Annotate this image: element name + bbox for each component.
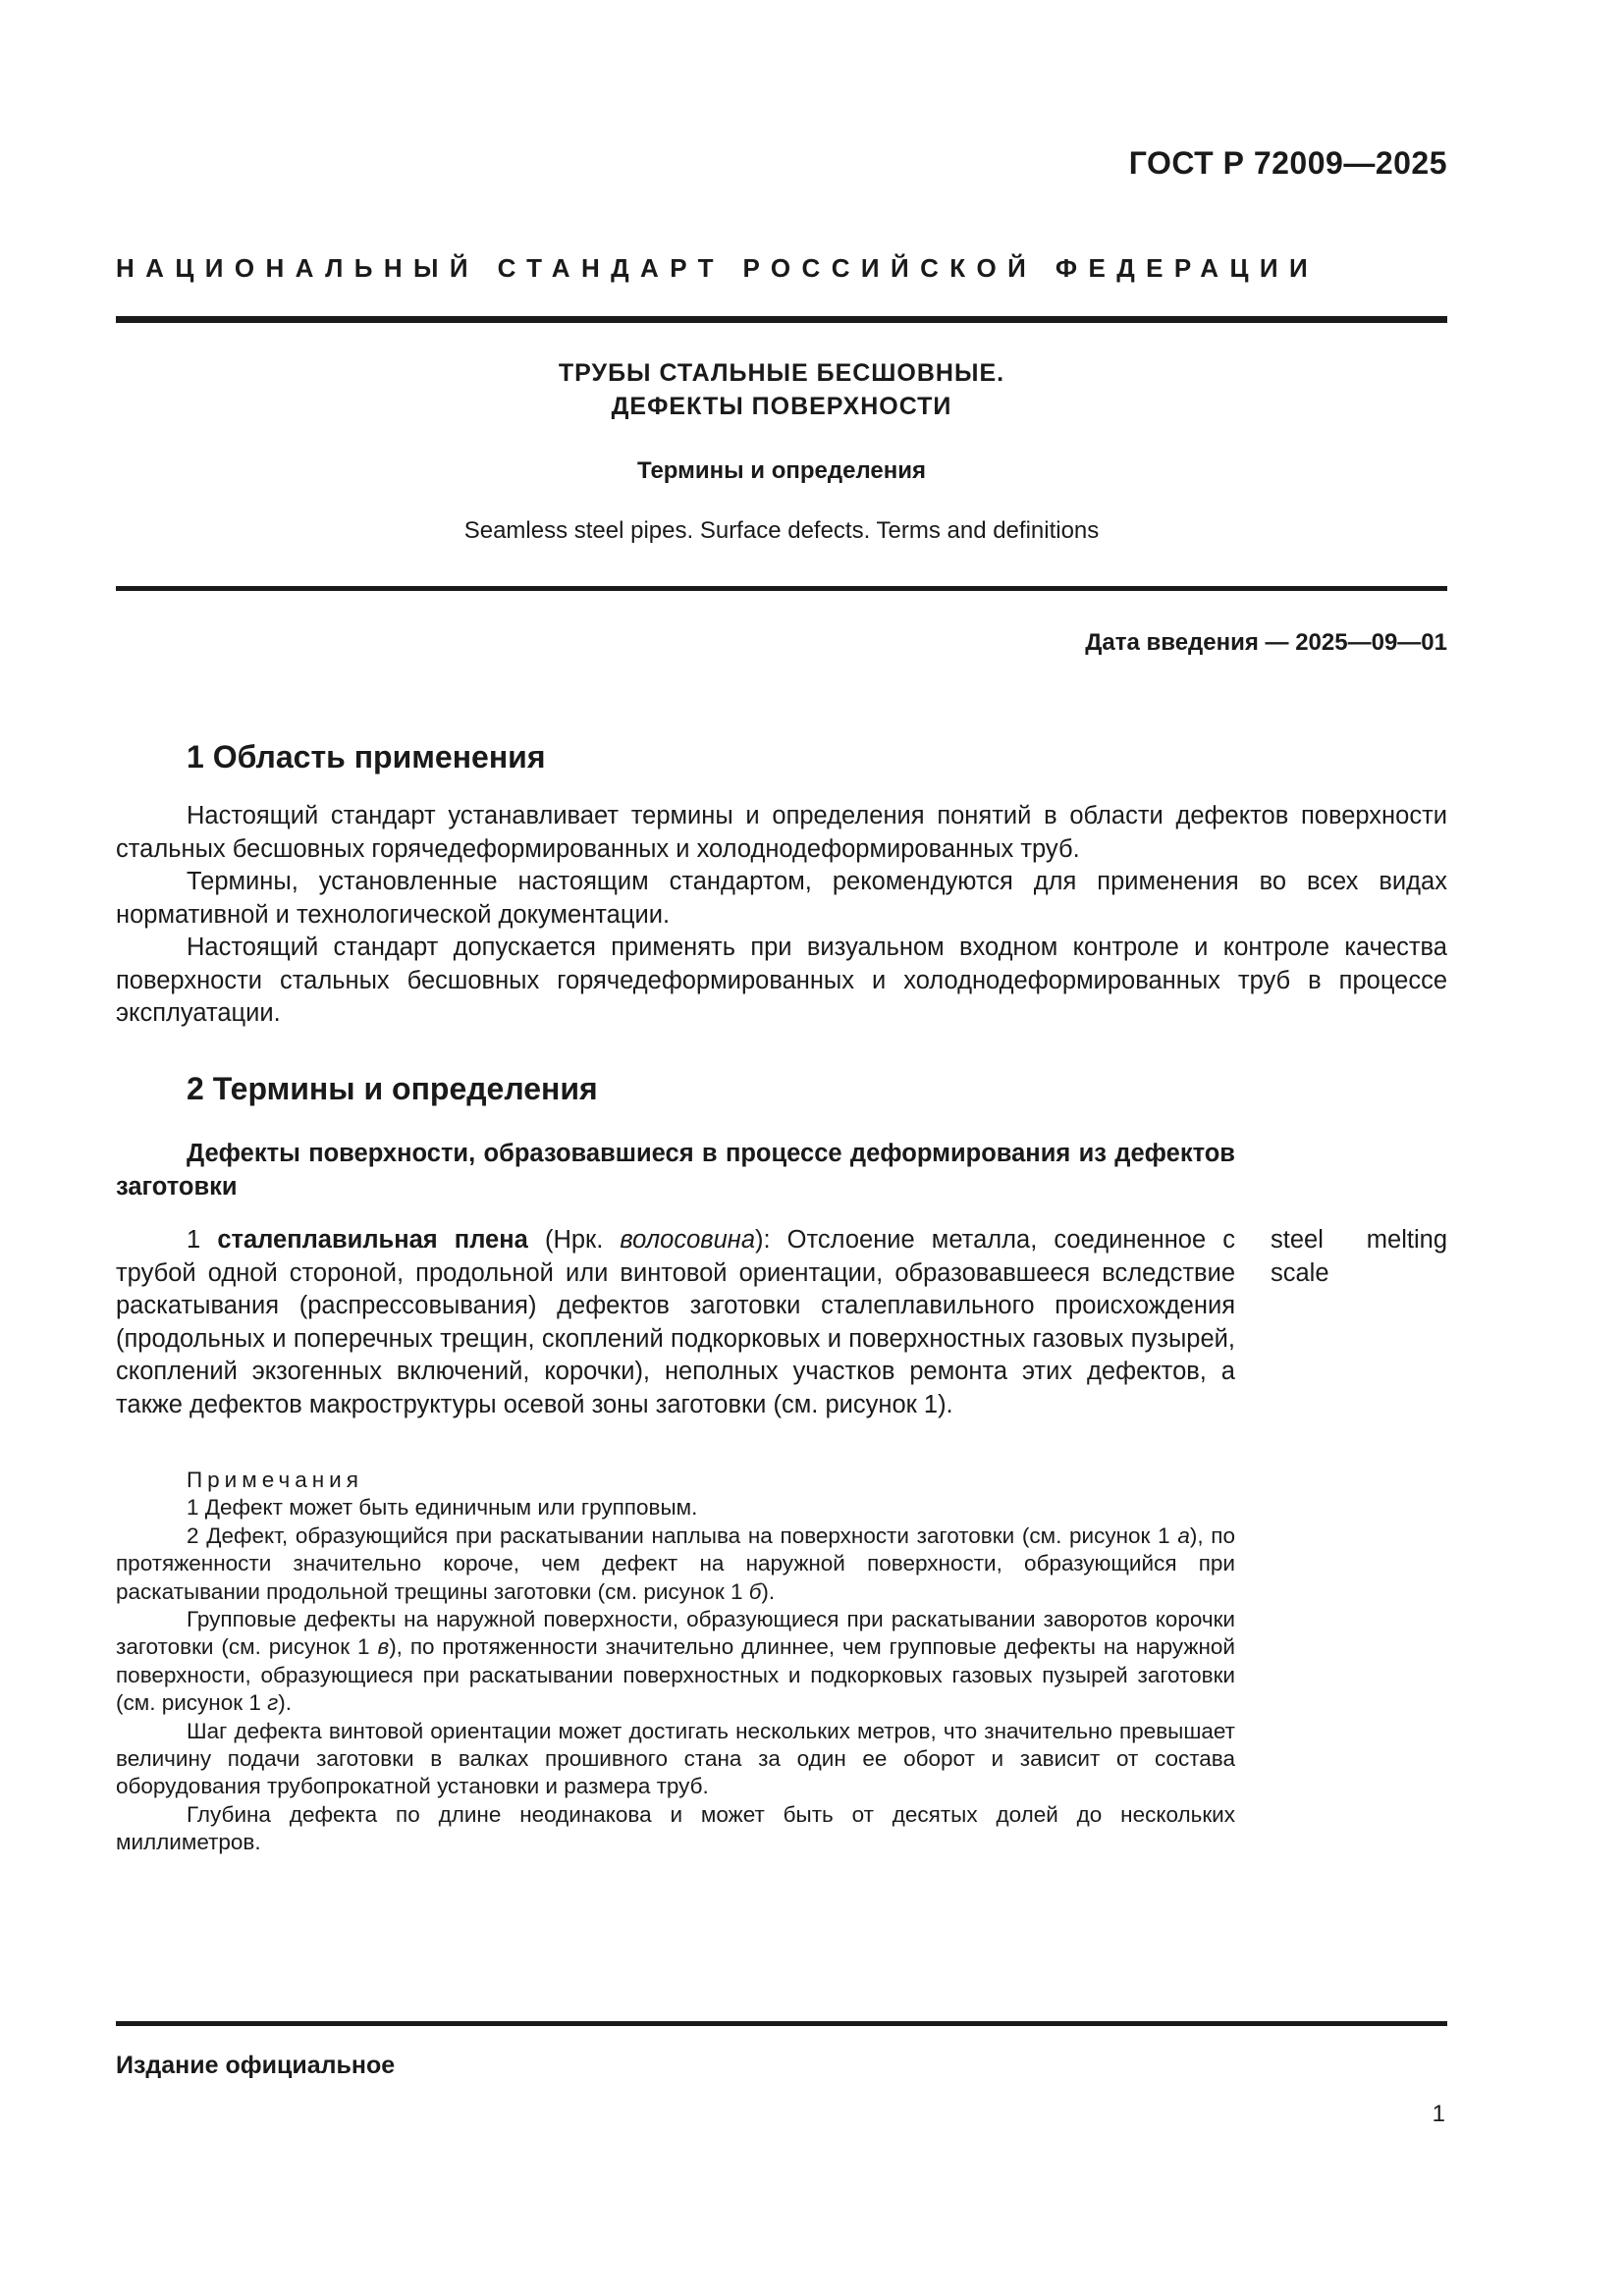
term-number: 1	[187, 1226, 201, 1254]
note-1: 1 Дефект может быть единичным или групповым.	[187, 1495, 698, 1521]
note-3: Групповые дефекты на наружной поверхности, образующиеся при раскатывании заворотов корочки заготовки (см. рисунок 1 в), по протяженности значительно длиннее, чем групповые дефекты на наружной поверхности, образующиеся при раскатывании поверхностных и подкорковых газовых пузырей заготовки (см. рисунок 1 г).	[116, 1607, 1235, 1716]
english-title: Seamless steel pipes. Surface defects. Terms and definitions	[463, 517, 1100, 544]
section-2-heading: 2 Термины и определения	[187, 1071, 598, 1106]
top-divider	[116, 316, 1447, 323]
title-line-1: ТРУБЫ СТАЛЬНЫЕ БЕСШОВНЫЕ.	[558, 359, 1005, 387]
subtitle: Термины и определения	[636, 457, 927, 484]
group-heading: Дефекты поверхности, образовавшиеся в процессе деформирования из дефектов заготовки	[116, 1140, 1235, 1201]
title-line-2: ДЕФЕКТЫ ПОВЕРХНОСТИ	[611, 393, 952, 420]
gost-number: ГОСТ Р 72009—2025	[1128, 145, 1447, 181]
section-1-paragraph: Настоящий стандарт устанавливает термины и определения понятий в области дефектов поверхности стальных бесшовных горячедеформированных и холоднодеформированных труб.	[116, 802, 1447, 863]
section-1-paragraph: Термины, установленные настоящим стандартом, рекомендуются для применения во всех видах нормативной и технологической документации.	[116, 868, 1447, 929]
national-standard-banner: НАЦИОНАЛЬНЫЙ СТАНДАРТ РОССИЙСКОЙ ФЕДЕРАЦИИ	[116, 253, 1320, 283]
note-4: Шаг дефекта винтовой ориентации может достигать нескольких метров, что значительно превышает величину подачи заготовки в валках прошивного стана за один ее оборот и зависит от состава оборудования трубопрокатной установки и размера труб.	[116, 1718, 1235, 1799]
term-entry	[116, 1224, 1235, 1421]
official-edition: Издание официальное	[116, 2052, 396, 2079]
term-name: сталеплавильная плена	[217, 1226, 528, 1254]
term-synonym-prefix: (Нрк.	[544, 1226, 604, 1254]
title-divider	[116, 586, 1447, 591]
term-definition: ): Отслоение металла, соединенное с трубой одной стороной, продольной или винтовой ориентации, образовавшееся вследствие раскатывания (распрессовывания) дефектов заготовки сталеплавильного происхождения (продольных и поперечных трещин, скоплений подкорковых и поверхностных газовых пузырей, скоплений экзогенных включений, корочки), неполных участков ремонта этих дефектов, а также дефектов макроструктуры осевой зоны заготовки (см. рисунок 1).	[116, 1226, 1236, 1418]
notes-label: Примечания	[187, 1468, 363, 1492]
notes-block	[116, 1467, 1235, 1857]
section-1-body	[116, 800, 1447, 1031]
note-2: 2 Дефект, образующийся при раскатывании наплыва на поверхности заготовки (см. рисунок 1 а), по протяженности значительно короче, чем дефект на наружной поверхности, образующийся при раскатывании продольной трещины заготовки (см. рисунок 1 б).	[116, 1522, 1235, 1604]
page-number: 1	[1432, 2101, 1445, 2127]
section-1-heading: 1 Область применения	[187, 739, 546, 774]
footer-divider	[116, 2021, 1447, 2026]
term-english: steel melting scale	[1271, 1226, 1447, 1287]
section-1-paragraph: Настоящий стандарт допускается применять при визуальном входном контроле и контроле качества поверхности стальных бесшовных горячедеформированных и холоднодеформированных труб в процессе эксплуатации.	[116, 934, 1447, 1027]
note-5: Глубина дефекта по длине неодинакова и может быть от десятых долей до нескольких миллиметров.	[116, 1801, 1235, 1855]
term-synonym: волосовина	[620, 1226, 755, 1254]
intro-date: Дата введения — 2025—09—01	[1085, 629, 1447, 656]
